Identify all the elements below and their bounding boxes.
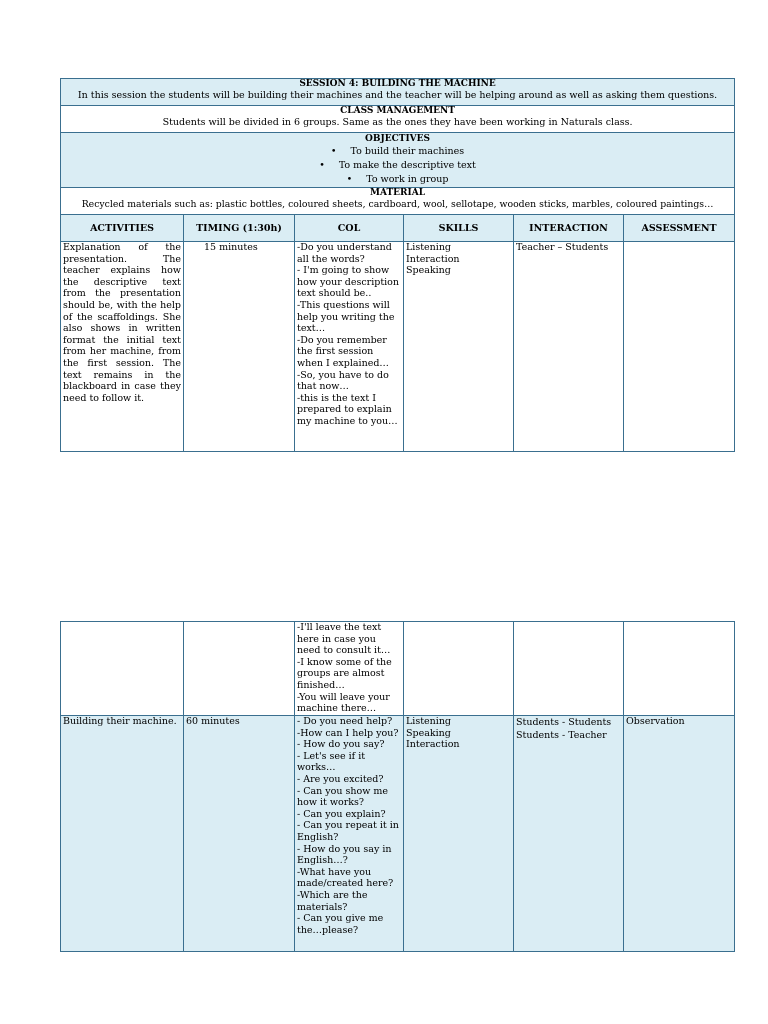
class-management-title: CLASS MANAGEMENT bbox=[340, 106, 455, 116]
session-table bbox=[60, 78, 735, 452]
col-line: - Do you need help? bbox=[297, 716, 393, 727]
interaction-cell bbox=[514, 622, 624, 716]
header-assessment: ASSESSMENT bbox=[624, 215, 735, 242]
skill-item: Speaking bbox=[406, 727, 451, 739]
activity-cell: Explanation of the presentation. The teacher explains how the descriptive text from the presentation should be, with the help of the scaffoldings. She also shows in written format the initial text from her machine, from the first session. The text remains in the blackboard in case they need to follow it. bbox=[61, 242, 184, 452]
col-line: -I know some of the groups are almost finished… bbox=[297, 656, 392, 691]
session-title: SESSION 4: BUILDING THE MACHINE bbox=[299, 79, 496, 89]
activity-cell bbox=[61, 716, 184, 952]
col-cell bbox=[295, 622, 404, 716]
col-cell bbox=[295, 242, 404, 452]
timing-value: 15 minutes bbox=[204, 242, 258, 253]
class-management-text: Students will be divided in 6 groups. Same as the ones they have been working in Naturals class. bbox=[162, 117, 633, 128]
header-skills: SKILLS bbox=[404, 215, 514, 242]
material-title: MATERIAL bbox=[370, 188, 426, 198]
col-line: -Which are the materials? bbox=[297, 889, 368, 913]
header-timing: TIMING (1:30h) bbox=[184, 215, 295, 242]
skill-item: Interaction bbox=[406, 253, 460, 265]
objective-item: • To make the descriptive text bbox=[63, 159, 732, 173]
class-management-section bbox=[61, 106, 735, 133]
material-text: Recycled materials such as: plastic bottles, coloured sheets, cardboard, wool, sellotape, wooden sticks, marbles, coloured paintings… bbox=[81, 199, 714, 210]
col-line: -Do you remember the first session when I explained… bbox=[297, 334, 389, 369]
activity-text: Building their machine. bbox=[63, 716, 177, 727]
session-description: In this session the students will be building their machines and the teacher will be helping around as well as asking them questions. bbox=[77, 90, 718, 101]
skills-cell bbox=[404, 716, 514, 952]
col-line: -I'll leave the text here in case you need to consult it… bbox=[297, 622, 391, 657]
col-line: -This questions will help you writing the text… bbox=[297, 299, 395, 335]
header-interaction: INTERACTION bbox=[514, 215, 624, 242]
skills-cell bbox=[404, 622, 514, 716]
header-activities: ACTIVITIES bbox=[61, 215, 184, 242]
activity-cell bbox=[61, 622, 184, 716]
objectives-title: OBJECTIVES bbox=[365, 134, 431, 144]
timing-cell bbox=[184, 622, 295, 716]
col-line: -What have you made/created here? bbox=[297, 866, 394, 890]
assessment-cell bbox=[624, 622, 735, 716]
interaction-cell bbox=[514, 716, 624, 952]
skill-item: Interaction bbox=[406, 739, 460, 751]
timing-value: 60 minutes bbox=[186, 716, 240, 727]
interaction-cell: Teacher – Students bbox=[514, 242, 624, 452]
assessment-value: Observation bbox=[626, 716, 685, 727]
col-line: - Can you give me the…please? bbox=[297, 913, 384, 936]
timing-cell bbox=[184, 716, 295, 952]
skill-item: Speaking bbox=[406, 265, 451, 277]
skills-cell bbox=[404, 242, 514, 452]
assessment-cell bbox=[624, 716, 735, 952]
col-line: -this is the text I prepared to explain my machine to you… bbox=[297, 392, 398, 427]
objective-item: • To build their machines bbox=[63, 145, 732, 159]
objectives-list bbox=[63, 145, 732, 187]
col-line: - Are you excited? bbox=[297, 773, 384, 785]
col-line: -You will leave your machine there… bbox=[297, 691, 390, 715]
skill-item: Listening bbox=[406, 716, 452, 727]
col-cell bbox=[295, 716, 404, 952]
col-line: - Can you repeat it in English? bbox=[297, 820, 399, 843]
assessment-cell bbox=[624, 242, 735, 452]
timing-cell bbox=[184, 242, 295, 452]
material-section bbox=[61, 188, 735, 215]
skill-item: Listening bbox=[406, 242, 452, 253]
col-line: - Can you show me how it works? bbox=[297, 785, 389, 809]
col-line: -Do you understand all the words? bbox=[297, 242, 392, 265]
col-line: - Can you explain? bbox=[297, 808, 386, 820]
interaction-item: Students - Teacher bbox=[516, 730, 607, 741]
col-line: -How can I help you? bbox=[297, 727, 399, 739]
col-line: - Let's see if it works… bbox=[297, 750, 366, 774]
col-line: - How do you say? bbox=[297, 739, 385, 751]
session-table-continued bbox=[60, 621, 735, 952]
objectives-section bbox=[61, 133, 735, 188]
header-col: COL bbox=[295, 215, 404, 242]
session-header bbox=[61, 79, 735, 106]
col-line: -So, you have to do that now… bbox=[297, 369, 389, 393]
interaction-item: Students - Students bbox=[516, 717, 612, 728]
col-line: - I'm going to show how your description text should be.. bbox=[297, 265, 400, 300]
objective-item: • To work in group bbox=[63, 173, 732, 187]
col-line: - How do you say in English…? bbox=[297, 843, 392, 867]
